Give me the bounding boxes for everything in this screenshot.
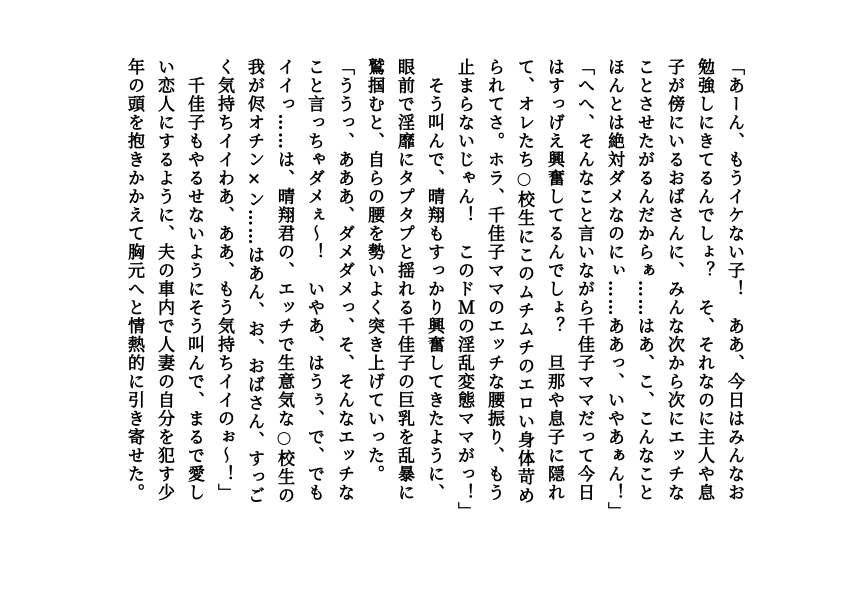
text-line: 「あーん、もうイケない子！ ああ、今日はみんなお	[724, 58, 744, 502]
text-line: イイっ……は、晴翔君の、エッチで生意気な○校生の	[274, 58, 294, 505]
text-line: て、オレたち○校生にこのムチムチのエロい身体苛め	[514, 58, 534, 505]
text-line: 眼前で淫靡にタプタプと揺れる千佳子の巨乳を乱暴に	[394, 58, 414, 502]
text-line: 子が傍にいるおばさんに、みんな次から次にエッチな	[664, 58, 684, 502]
text-line: 勉強しにきてるんでしょ？ そ、それなのに主人や息	[694, 58, 714, 502]
text-line: ことさせたがるんだからぁ……はあ、こ、こんなこと	[634, 58, 654, 502]
text-line: い恋人にするように、夫の車内で人妻の自分を犯す少	[154, 58, 174, 502]
text-line: こと言っちゃダメぇ～！ いやあ、はうぅ、で、でも	[304, 58, 324, 502]
text-line: 止まらないじゃん！ このドＭの淫乱変態ママがっ！」	[454, 58, 474, 521]
text-line: 鷲掴むと、自らの腰を勢いよく突き上げていった。	[364, 58, 384, 484]
vertical-text-body	[119, 58, 749, 528]
text-line: 「へへ、そんなこと言いながら千佳子ママだって今日	[574, 58, 594, 502]
text-line: 「ううっ、あああ、ダメダメっ、そ、そんなエッチな	[334, 58, 354, 502]
text-line: られてさ。ホラ、千佳子ママのエッチな腰振り、もう	[484, 58, 504, 502]
text-line: 年の頭を抱きかかえて胸元へと情熱的に引き寄せた。	[124, 58, 144, 502]
text-line: 我が侭オチン×ン……はあん、お、おばさん、すっご	[244, 58, 264, 505]
text-line: 千佳子もやるせないようにそう叫んで、まるで愛し	[184, 58, 204, 502]
text-line: そう叫んで、晴翔もすっかり興奮してきたように、	[424, 58, 444, 502]
text-line: はすっげえ興奮してるんでしょ？ 旦那や息子に隠れ	[544, 58, 564, 502]
text-line: ほんとは絶対ダメなのにぃ……ああっ、いやあぁん！」	[604, 58, 624, 521]
text-line: く気持ちイイわあ、ああ、もう気持ちイイのぉ～！」	[214, 58, 234, 502]
